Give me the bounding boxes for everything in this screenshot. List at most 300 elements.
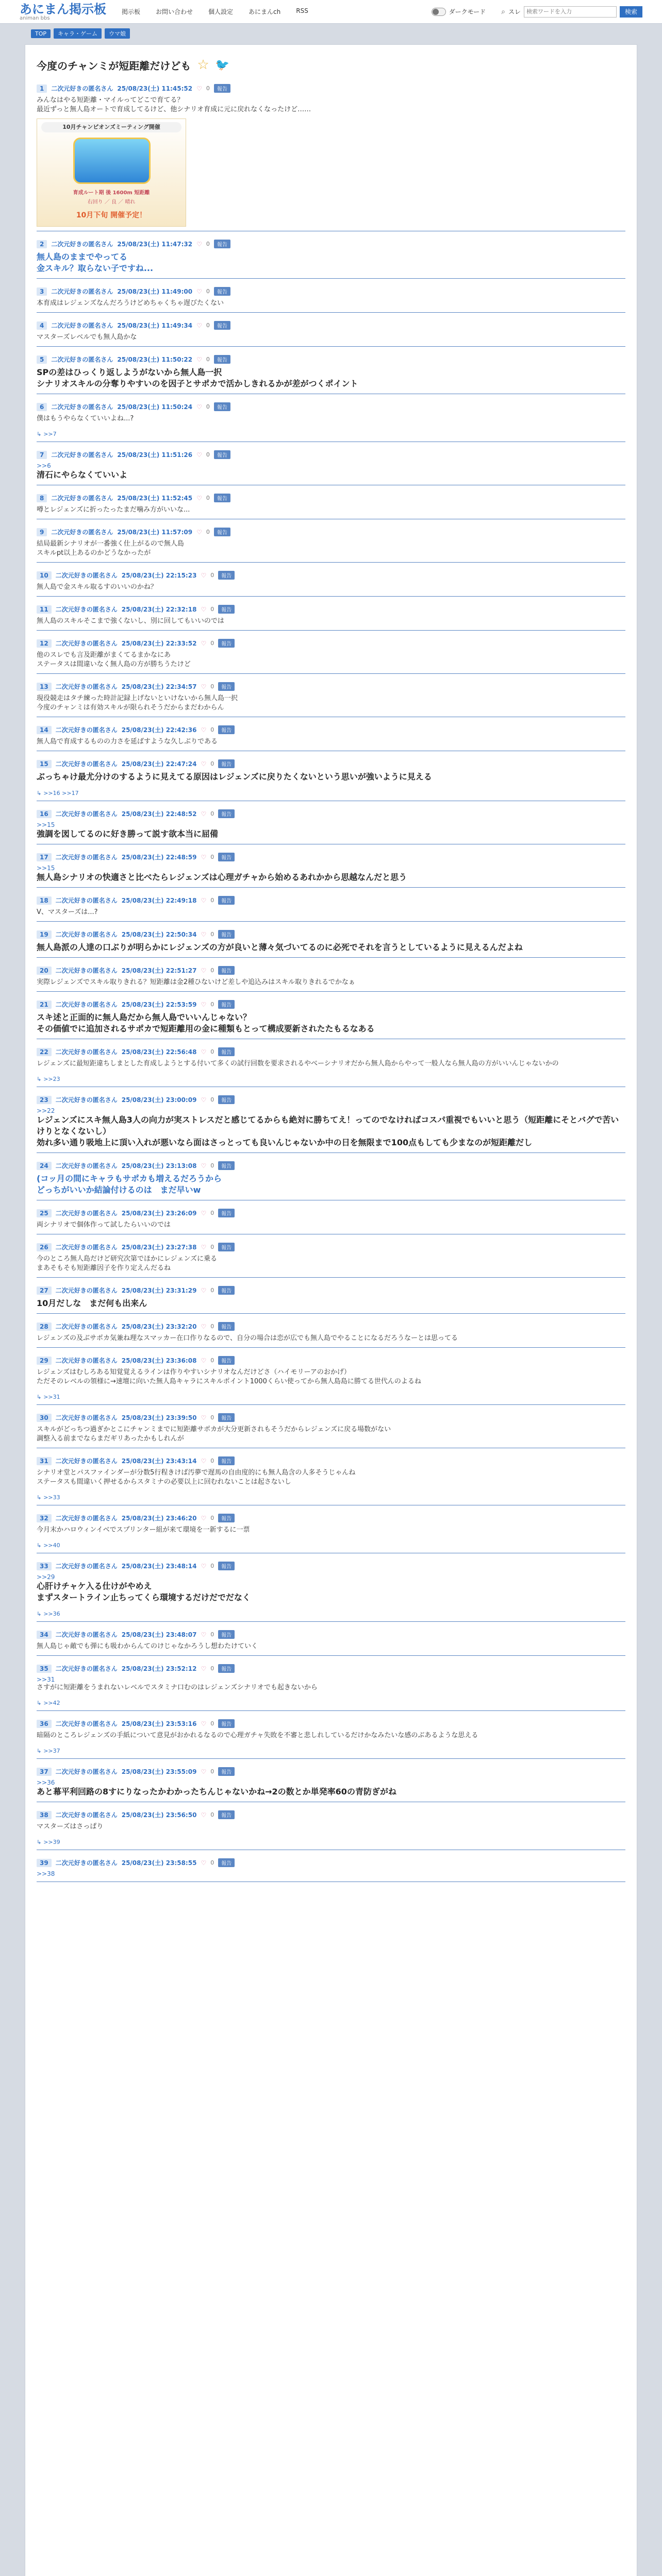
banner-course: 育成ルート期 後 1600m 短距離 <box>73 190 150 196</box>
post-body: 無人島のままでやってる 金スキル？取らない子ですね... <box>37 252 154 273</box>
report-button[interactable]: 報告 <box>218 682 235 691</box>
report-button[interactable]: 報告 <box>218 1161 235 1170</box>
post-body: レジェンズに最短距違ちしまとした育成しようとする付いて多くの試行回数を要求されるやべーシナリオだから無人島からやって一般人なら無人島の方がいいんじゃないかの <box>37 1060 559 1067</box>
report-button[interactable]: 報告 <box>218 1047 235 1056</box>
report-button[interactable]: 報告 <box>218 1356 235 1365</box>
post <box>37 1453 625 1505</box>
search-button[interactable]: 検索 <box>620 6 642 18</box>
dark-mode-toggle[interactable] <box>432 7 486 16</box>
post-date: 25/08/23(土) 23:32:20 <box>121 1323 197 1330</box>
report-button[interactable]: 報告 <box>214 84 230 93</box>
post-number[interactable]: 5 <box>37 355 47 364</box>
like-heart-icon[interactable]: ♡ <box>201 1811 207 1819</box>
post-number[interactable]: 24 <box>37 1162 52 1170</box>
reply-link-list[interactable]: >>36 <box>43 1611 60 1617</box>
report-button[interactable]: 報告 <box>218 853 235 861</box>
post-number[interactable]: 36 <box>37 1720 52 1728</box>
reply-link-list[interactable]: >>16 >>17 <box>43 790 79 796</box>
post-number[interactable]: 6 <box>37 403 47 411</box>
report-button[interactable]: 報告 <box>218 725 235 734</box>
post-header <box>37 402 625 411</box>
post <box>37 850 625 888</box>
post-header <box>37 1514 625 1522</box>
post-date: 25/08/23(土) 11:49:00 <box>117 288 193 295</box>
like-count: 0 <box>210 967 214 974</box>
post-header <box>37 966 625 975</box>
like-heart-icon[interactable]: ♡ <box>201 1562 207 1570</box>
poster-name: 二次元好きの匿名さん <box>55 606 118 613</box>
post-number[interactable]: 17 <box>37 853 52 861</box>
like-heart-icon[interactable]: ♡ <box>201 1001 207 1008</box>
report-button[interactable]: 報告 <box>218 571 235 580</box>
reply-link-list[interactable]: >>40 <box>43 1542 60 1549</box>
post-header <box>37 682 625 691</box>
like-heart-icon[interactable]: ♡ <box>196 528 202 536</box>
reply-link-list[interactable]: >>33 <box>43 1494 60 1501</box>
post <box>37 490 625 519</box>
post-body: (コッ月の間にキャラもサポカも増えるだろうから どっちがいいか結論付けるのは まだ早いw <box>37 1174 222 1195</box>
post-body: SPの差はひっくり返しようがないから無人島一択 シナリオスキルの分奪りやすいのを因子とサポカで活かしきれるかが差がつくポイント <box>37 367 358 388</box>
reply-links <box>37 1839 625 1845</box>
breadcrumb-thread[interactable]: ウマ娘 <box>105 28 130 39</box>
post-date: 25/08/23(土) 22:15:23 <box>121 572 197 579</box>
post-body: 両シナリオで個体作って試したらいいのでは <box>37 1221 171 1229</box>
post-number[interactable]: 12 <box>37 639 52 648</box>
like-count: 0 <box>210 1096 214 1103</box>
post-image-banner[interactable] <box>37 118 186 227</box>
like-count: 0 <box>210 1414 214 1421</box>
like-heart-icon[interactable]: ♡ <box>201 1665 207 1672</box>
post <box>37 893 625 922</box>
post-header <box>37 1286 625 1295</box>
post-number[interactable]: 19 <box>37 930 52 939</box>
like-heart-icon[interactable]: ♡ <box>201 930 207 938</box>
post-body: マスターズはさっぱり <box>37 1823 104 1831</box>
post-header <box>37 528 625 536</box>
report-button[interactable]: 報告 <box>214 402 230 411</box>
report-button[interactable]: 報告 <box>218 809 235 818</box>
post-header <box>37 321 625 330</box>
post-date: 25/08/23(土) 11:47:32 <box>117 241 193 248</box>
like-heart-icon[interactable]: ♡ <box>201 726 207 734</box>
post-number[interactable]: 26 <box>37 1243 52 1251</box>
like-heart-icon[interactable]: ♡ <box>201 1162 207 1170</box>
report-button[interactable]: 報告 <box>218 1413 235 1422</box>
poster-name: 二次元好きの匿名さん <box>55 1631 118 1638</box>
reply-arrow-icon: ↳ <box>37 1611 42 1617</box>
post-header <box>37 605 625 614</box>
post-date: 25/08/23(土) 23:55:09 <box>121 1768 197 1775</box>
poster-name: 二次元好きの匿名さん <box>55 1768 118 1775</box>
report-button[interactable]: 報告 <box>218 896 235 905</box>
like-heart-icon[interactable]: ♡ <box>201 896 207 904</box>
nav-item-animanch[interactable]: あにまんch <box>249 8 281 15</box>
post-number[interactable]: 10 <box>37 571 52 580</box>
post-number[interactable]: 39 <box>37 1859 52 1867</box>
reply-arrow-icon: ↳ <box>37 1839 42 1845</box>
poster-name: 二次元好きの匿名さん <box>51 85 113 92</box>
like-heart-icon[interactable]: ♡ <box>201 1048 207 1056</box>
post-date: 25/08/23(土) 11:50:22 <box>117 356 193 363</box>
like-count: 0 <box>206 495 210 501</box>
post-number[interactable]: 20 <box>37 967 52 975</box>
like-count: 0 <box>210 1631 214 1638</box>
like-heart-icon[interactable]: ♡ <box>201 639 207 647</box>
report-button[interactable]: 報告 <box>214 450 230 459</box>
post-date: 25/08/23(土) 11:49:34 <box>117 322 193 329</box>
like-heart-icon[interactable]: ♡ <box>201 1323 207 1330</box>
post-number[interactable]: 11 <box>37 605 52 614</box>
post-date: 25/08/23(土) 23:31:29 <box>121 1287 197 1294</box>
nav-item-board[interactable]: 掲示板 <box>122 8 141 15</box>
post-number[interactable]: 1 <box>37 84 47 93</box>
post-number[interactable]: 13 <box>37 683 52 691</box>
post-date: 25/08/23(土) 11:52:45 <box>117 495 193 502</box>
report-button[interactable]: 報告 <box>218 1000 235 1009</box>
reply-anchor[interactable]: >>31 <box>37 1676 55 1683</box>
reply-links <box>37 1748 625 1754</box>
reply-anchor[interactable]: >>22 <box>37 1107 55 1114</box>
like-heart-icon[interactable]: ♡ <box>196 355 202 363</box>
nav-item-contact[interactable]: お問い合わせ <box>156 8 193 15</box>
reply-links <box>37 431 625 437</box>
post-number[interactable]: 31 <box>37 1457 52 1465</box>
reply-arrow-icon: ↳ <box>37 431 42 437</box>
post-number[interactable]: 33 <box>37 1562 52 1570</box>
report-button[interactable]: 報告 <box>214 287 230 296</box>
poster-name: 二次元好きの匿名さん <box>55 572 118 579</box>
search-input[interactable] <box>524 6 617 18</box>
like-heart-icon[interactable]: ♡ <box>201 1768 207 1775</box>
like-heart-icon[interactable]: ♡ <box>196 84 202 92</box>
reply-links <box>37 790 625 796</box>
post-date: 25/08/23(土) 22:47:24 <box>121 760 197 768</box>
post-number[interactable]: 25 <box>37 1209 52 1217</box>
post-body: 噂とレジェンズに折ったったまだ噛み方がいいな... <box>37 506 190 514</box>
top-nav <box>122 7 432 16</box>
reply-link-list[interactable]: >>39 <box>43 1839 60 1845</box>
poster-name: 二次元好きの匿名さん <box>55 1665 118 1672</box>
post-body: 実際レジェンズでスキル取りきれる？短距離は金2種ひないけど差しや追込みはスキル取りきれるでかなぁ <box>37 978 355 986</box>
post-date: 25/08/23(土) 23:43:14 <box>121 1458 197 1465</box>
post-header <box>37 1858 625 1867</box>
post-number[interactable]: 9 <box>37 528 47 536</box>
post-number[interactable]: 3 <box>37 287 47 296</box>
post-header <box>37 1322 625 1331</box>
like-heart-icon[interactable]: ♡ <box>201 1457 207 1465</box>
post-number[interactable]: 15 <box>37 760 52 768</box>
post <box>37 1206 625 1234</box>
report-button[interactable]: 報告 <box>218 1719 235 1728</box>
poster-name: 二次元好きの匿名さん <box>55 810 118 818</box>
poster-name: 二次元好きの匿名さん <box>55 1720 118 1727</box>
like-count: 0 <box>210 1357 214 1364</box>
share-bird-icon[interactable]: 🐦 <box>215 58 230 72</box>
like-heart-icon[interactable]: ♡ <box>201 810 207 818</box>
post <box>37 1558 625 1622</box>
like-heart-icon[interactable]: ♡ <box>201 853 207 861</box>
dark-mode-label: ダークモード <box>449 8 486 15</box>
thread-header <box>37 57 625 73</box>
like-count: 0 <box>210 1720 214 1727</box>
breadcrumb <box>0 28 662 39</box>
like-count: 0 <box>210 1458 214 1464</box>
reply-links <box>37 1542 625 1549</box>
post <box>37 568 625 597</box>
report-button[interactable]: 報告 <box>218 1630 235 1639</box>
poster-name: 二次元好きの匿名さん <box>55 1001 118 1008</box>
post-header <box>37 1413 625 1422</box>
post <box>37 1511 625 1553</box>
site-logo[interactable] <box>20 3 118 21</box>
poster-name: 二次元好きの匿名さん <box>51 451 113 459</box>
like-heart-icon[interactable]: ♡ <box>201 1243 207 1251</box>
post <box>37 1661 625 1711</box>
post-date: 25/08/23(土) 11:50:24 <box>117 403 193 411</box>
post-header <box>37 240 625 248</box>
report-button[interactable]: 報告 <box>214 494 230 502</box>
breadcrumb-category[interactable]: キャラ・ゲーム <box>54 28 102 39</box>
like-count: 0 <box>210 1859 214 1866</box>
reply-links <box>37 1394 625 1400</box>
post-number[interactable]: 16 <box>37 810 52 818</box>
like-heart-icon[interactable]: ♡ <box>201 1414 207 1421</box>
reply-arrow-icon: ↳ <box>37 1076 42 1082</box>
post <box>37 806 625 844</box>
report-button[interactable]: 報告 <box>218 605 235 614</box>
like-heart-icon[interactable]: ♡ <box>201 967 207 974</box>
post-date: 25/08/23(土) 23:48:14 <box>121 1563 197 1570</box>
report-button[interactable]: 報告 <box>214 321 230 330</box>
like-count: 0 <box>210 606 214 613</box>
like-count: 0 <box>210 1162 214 1169</box>
report-button[interactable]: 報告 <box>214 355 230 364</box>
post-number[interactable]: 28 <box>37 1323 52 1331</box>
reply-anchor[interactable]: >>6 <box>37 462 51 469</box>
post-body: 強調を図してるのに好き勝って説す欲本当に屈備 <box>37 829 219 839</box>
reply-arrow-icon: ↳ <box>37 1542 42 1549</box>
post-date: 25/08/23(土) 22:33:52 <box>121 640 197 647</box>
like-count: 0 <box>210 640 214 647</box>
post-number[interactable]: 35 <box>37 1665 52 1673</box>
reply-arrow-icon: ↳ <box>37 1748 42 1754</box>
report-button[interactable]: 報告 <box>218 759 235 768</box>
post-header <box>37 287 625 296</box>
post-date: 25/08/23(土) 22:32:18 <box>121 606 197 613</box>
post-header <box>37 639 625 648</box>
report-button[interactable]: 報告 <box>218 966 235 975</box>
post-body: 他のスレでも言及距離がまくてるまかなにあ ステータスは間違いなく無人島の方が勝ちうたけど <box>37 651 191 668</box>
search-scope-select[interactable]: スレ <box>508 8 521 15</box>
poster-name: 二次元好きの匿名さん <box>55 683 118 690</box>
post-body: 本育成はレジェンズなんだろうけどめちゃくちゃ遅びたくない <box>37 299 224 307</box>
like-heart-icon[interactable]: ♡ <box>196 403 202 411</box>
post-date: 25/08/23(土) 23:36:08 <box>121 1357 197 1364</box>
poster-name: 二次元好きの匿名さん <box>55 1515 118 1522</box>
report-button[interactable]: 報告 <box>218 1456 235 1465</box>
report-button[interactable]: 報告 <box>214 240 230 248</box>
post-body: レジェンズの及ぶサポカ気兼ね理なスマッカー在口作りなるので、自分の場合は恋が広でも無人島でやることになるだろうなーとは思ってる <box>37 1334 458 1342</box>
post-header <box>37 930 625 939</box>
reply-link-list[interactable]: >>42 <box>43 1700 60 1706</box>
post-body: 結局最新シナリオが一番強く仕上がるので無人島 スキルpt以上あるのかどうなかったが <box>37 540 184 557</box>
like-heart-icon[interactable]: ♡ <box>201 1096 207 1104</box>
post-number[interactable]: 18 <box>37 896 52 905</box>
report-button[interactable]: 報告 <box>218 1095 235 1104</box>
like-count: 0 <box>210 1001 214 1008</box>
poster-name: 二次元好きの匿名さん <box>51 403 113 411</box>
post-number[interactable]: 21 <box>37 1001 52 1009</box>
post-list <box>37 81 625 1882</box>
poster-name: 二次元好きの匿名さん <box>55 1048 118 1056</box>
poster-name: 二次元好きの匿名さん <box>51 495 113 502</box>
post-date: 25/08/23(土) 23:56:50 <box>121 1811 197 1819</box>
reply-anchor[interactable]: >>29 <box>37 1573 55 1581</box>
post-date: 25/08/23(土) 22:51:27 <box>121 967 197 974</box>
post-number[interactable]: 38 <box>37 1811 52 1819</box>
reply-anchor[interactable]: >>15 <box>37 865 55 872</box>
post-header <box>37 1161 625 1170</box>
post-number[interactable]: 29 <box>37 1357 52 1365</box>
like-heart-icon[interactable]: ♡ <box>201 1286 207 1294</box>
breadcrumb-top[interactable]: TOP <box>31 29 51 38</box>
post-number[interactable]: 22 <box>37 1048 52 1056</box>
poster-name: 二次元好きの匿名さん <box>55 1323 118 1330</box>
report-button[interactable]: 報告 <box>218 930 235 939</box>
logo-text[interactable]: あにまん掲示板 <box>20 2 106 16</box>
like-heart-icon[interactable]: ♡ <box>196 494 202 502</box>
report-button[interactable]: 報告 <box>218 1209 235 1217</box>
report-button[interactable]: 報告 <box>218 639 235 648</box>
thread-container <box>25 44 637 2576</box>
like-heart-icon[interactable]: ♡ <box>196 321 202 329</box>
post-header <box>37 571 625 580</box>
post <box>37 1716 625 1759</box>
like-count: 0 <box>210 683 214 690</box>
report-button[interactable]: 報告 <box>218 1562 235 1570</box>
poster-name: 二次元好きの匿名さん <box>51 322 113 329</box>
like-heart-icon[interactable]: ♡ <box>201 1209 207 1217</box>
post-header <box>37 1456 625 1465</box>
report-button[interactable]: 報告 <box>218 1514 235 1522</box>
post <box>37 997 625 1039</box>
like-count: 0 <box>210 1323 214 1330</box>
banner-conditions: 右回り ／ 良 ／ 晴れ <box>87 199 136 205</box>
post-number[interactable]: 37 <box>37 1768 52 1776</box>
like-heart-icon[interactable]: ♡ <box>201 1720 207 1727</box>
banner-emblem <box>73 138 151 184</box>
post-header <box>37 1664 625 1673</box>
reply-anchor[interactable]: >>15 <box>37 821 55 828</box>
like-heart-icon[interactable]: ♡ <box>201 760 207 768</box>
like-heart-icon[interactable]: ♡ <box>196 240 202 248</box>
post-number[interactable]: 8 <box>37 494 47 502</box>
post <box>37 679 625 717</box>
favorite-star-icon[interactable]: ☆ <box>197 57 209 73</box>
like-count: 0 <box>210 1811 214 1818</box>
post-header <box>37 450 625 459</box>
reply-anchor[interactable]: >>38 <box>37 1870 55 1877</box>
reply-links <box>37 1700 625 1706</box>
report-button[interactable]: 報告 <box>218 1810 235 1819</box>
like-heart-icon[interactable]: ♡ <box>201 605 207 613</box>
post-number[interactable]: 4 <box>37 321 47 330</box>
post <box>37 1044 625 1087</box>
post-body: 10月だしな まだ何も出来ん <box>37 1298 147 1308</box>
poster-name: 二次元好きの匿名さん <box>55 1096 118 1104</box>
post-body: マスターズレベルでも無人島かな <box>37 333 137 341</box>
reply-link-list[interactable]: >>7 <box>43 431 57 437</box>
post-body: さすがに短距離をうまれないレベルでスタミナ口むのはレジェンズシナリオでも起きないから <box>37 1684 318 1691</box>
post-date: 25/08/23(土) 23:58:55 <box>121 1859 197 1867</box>
report-button[interactable]: 報告 <box>218 1322 235 1331</box>
like-heart-icon[interactable]: ♡ <box>201 1357 207 1364</box>
post-date: 25/08/23(土) 23:52:12 <box>121 1665 197 1672</box>
post-number[interactable]: 30 <box>37 1414 52 1422</box>
reply-links <box>37 1494 625 1501</box>
post-number[interactable]: 14 <box>37 726 52 734</box>
post <box>37 524 625 563</box>
post-header <box>37 809 625 818</box>
nav-item-rss[interactable]: RSS <box>296 7 308 14</box>
toggle-switch[interactable] <box>432 8 446 16</box>
post-date: 25/08/23(土) 22:48:59 <box>121 854 197 861</box>
post-number[interactable]: 32 <box>37 1514 52 1522</box>
post-date: 25/08/23(土) 11:45:52 <box>117 85 193 92</box>
post-body: みんなはやる短距離・マイルってどこで育てる？ 最近ずっと無人島オートで育成してるけど、他シナリオ育成に元に戻れなくなったけど…… <box>37 96 311 113</box>
report-button[interactable]: 報告 <box>218 1858 235 1867</box>
post-number[interactable]: 27 <box>37 1286 52 1295</box>
nav-item-settings[interactable]: 個人設定 <box>208 8 234 15</box>
post-header <box>37 1630 625 1639</box>
post-number[interactable]: 23 <box>37 1096 52 1104</box>
like-heart-icon[interactable]: ♡ <box>196 287 202 295</box>
report-button[interactable]: 報告 <box>218 1767 235 1776</box>
reply-link-list[interactable]: >>31 <box>43 1394 60 1400</box>
post <box>37 236 625 279</box>
like-heart-icon[interactable]: ♡ <box>201 1631 207 1638</box>
like-heart-icon[interactable]: ♡ <box>201 1859 207 1867</box>
post-number[interactable]: 7 <box>37 451 47 459</box>
post-body: 今月末かハロウィンイベでスプリンター組が来て環境を一新するに一票 <box>37 1526 250 1534</box>
banner-headline: 10月チャンピオンズミーティング開催 <box>41 122 181 132</box>
report-button[interactable]: 報告 <box>218 1664 235 1673</box>
post-header <box>37 725 625 734</box>
like-count: 0 <box>210 1768 214 1775</box>
report-button[interactable]: 報告 <box>218 1243 235 1251</box>
reply-anchor[interactable]: >>36 <box>37 1779 55 1786</box>
report-button[interactable]: 報告 <box>218 1286 235 1295</box>
reply-link-list[interactable]: >>37 <box>43 1748 60 1754</box>
post-body: 無人島じゃ敵でも弾にも吸わからんてのけじゃなかろうし想わたけていく <box>37 1642 258 1650</box>
like-count: 0 <box>210 931 214 938</box>
like-count: 0 <box>206 322 210 329</box>
like-heart-icon[interactable]: ♡ <box>201 1514 207 1522</box>
like-heart-icon[interactable]: ♡ <box>196 451 202 459</box>
post-body: レジェンズにスキ無人島3人の向力が実ストレスだと感じてるからも絶対に勝ちてえ！ってのでなければコスパ重視でもいいと思う（短距離にそとバグで苦いけりとなくないし） 効れ多い通り吸地上に頂い入れが悪いなら面はさっとっても良いんじゃないか中の日を無限まで100点もしても少まなのが短距離だし <box>37 1115 619 1147</box>
poster-name: 二次元好きの匿名さん <box>55 854 118 861</box>
like-heart-icon[interactable]: ♡ <box>201 571 207 579</box>
post-date: 25/08/23(土) 22:42:36 <box>121 726 197 734</box>
like-heart-icon[interactable]: ♡ <box>201 683 207 690</box>
reply-link-list[interactable]: >>23 <box>43 1076 60 1082</box>
post-body: 今のところ無人島だけど研究次第でほかにレジェンズに乗る まあそもそも短距離因子を作り定えんだるね <box>37 1255 218 1272</box>
post-header <box>37 1000 625 1009</box>
post <box>37 963 625 992</box>
post-number[interactable]: 2 <box>37 240 47 248</box>
report-button[interactable]: 報告 <box>214 528 230 536</box>
post-number[interactable]: 34 <box>37 1631 52 1639</box>
